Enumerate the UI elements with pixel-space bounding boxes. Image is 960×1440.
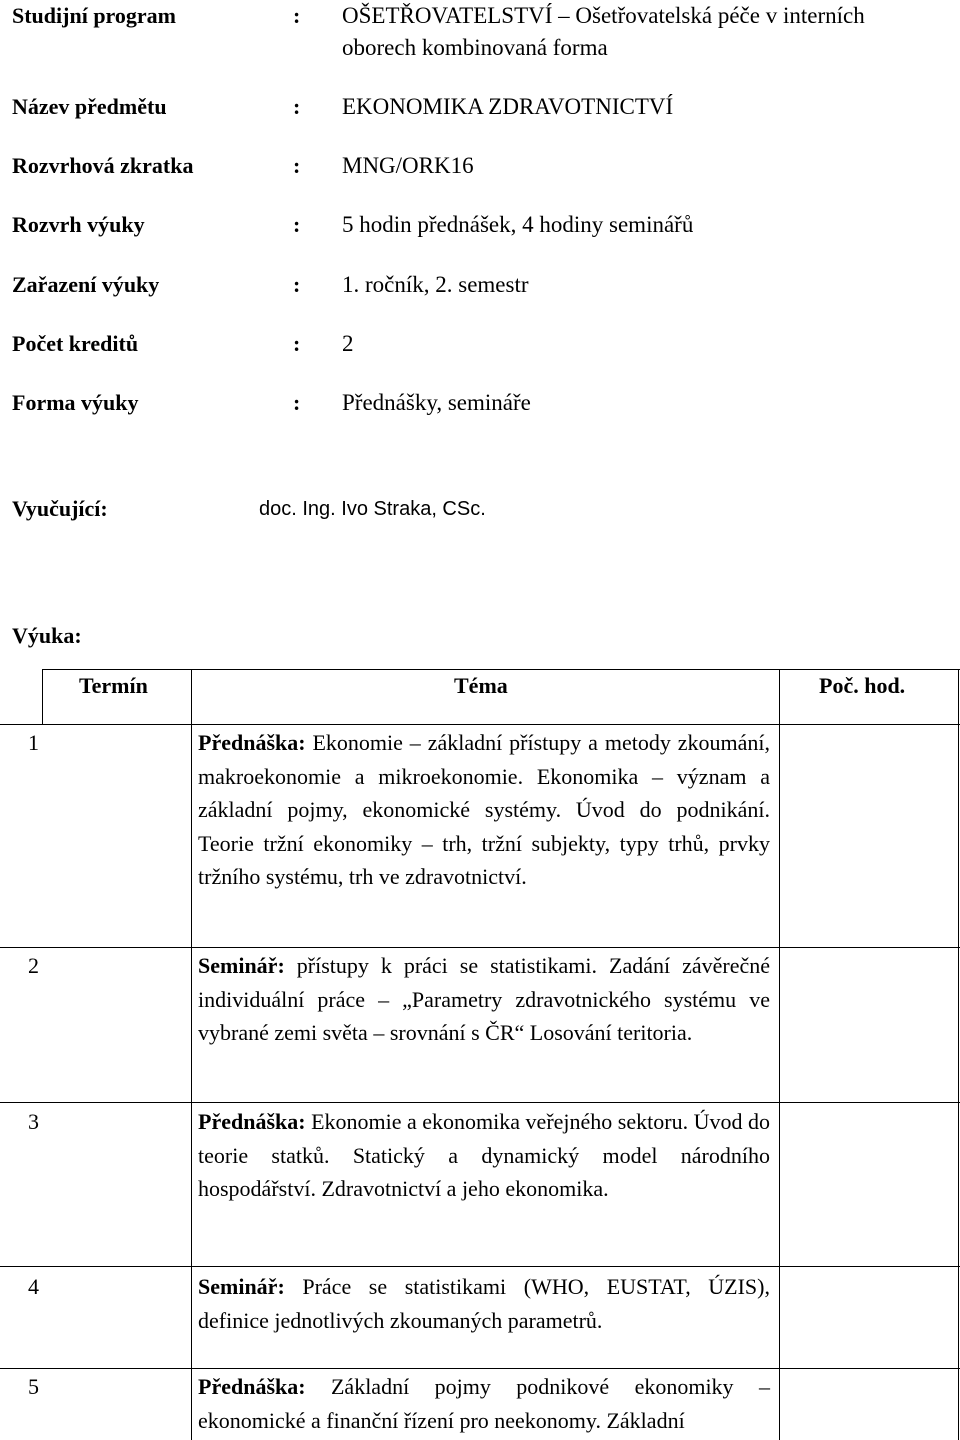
table-column-divider xyxy=(191,669,192,1440)
info-colon: : xyxy=(293,153,301,178)
row-text: Základní pojmy podnikové ekonomiky – ekonomické a finanční řízení pro neekonomy. Základní xyxy=(198,1374,770,1433)
row-text: přístupy k práci se statistikami. Zadání závěrečné individuální práce – „Parametry zdravotnického systému ve vybrané zemi světa – srovnání s ČR“ Losování teritoria. xyxy=(198,953,770,1045)
table-border-right xyxy=(958,669,959,1440)
row-kind: Přednáška: xyxy=(198,1374,306,1399)
table-border-left xyxy=(42,669,43,724)
row-topic xyxy=(198,1370,770,1437)
row-kind: Přednáška: xyxy=(198,730,306,755)
lecturer-name: doc. Ing. Ivo Straka, CSc. xyxy=(259,498,486,520)
row-number: 5 xyxy=(28,1374,39,1399)
header-hours: Poč. hod. xyxy=(819,673,906,698)
row-topic xyxy=(198,1105,770,1206)
teaching-heading: Výuka: xyxy=(12,623,82,648)
info-value: 5 hodin přednášek, 4 hodiny seminářů xyxy=(342,212,694,237)
info-value: MNG/ORK16 xyxy=(342,153,474,178)
row-number: 1 xyxy=(28,730,39,755)
info-colon: : xyxy=(293,390,301,415)
schedule-table xyxy=(0,669,960,1440)
row-number: 3 xyxy=(28,1109,39,1134)
info-value: 2 xyxy=(342,331,354,356)
info-colon: : xyxy=(293,3,301,28)
table-row-divider xyxy=(0,947,960,948)
info-label: Název předmětu xyxy=(12,94,167,119)
table-row-divider xyxy=(0,724,960,725)
info-value: Přednášky, semináře xyxy=(342,390,531,415)
row-number: 4 xyxy=(28,1274,39,1299)
header-term: Termín xyxy=(79,673,148,698)
info-colon: : xyxy=(293,272,301,297)
info-colon: : xyxy=(293,94,301,119)
info-value: OŠETŘOVATELSTVÍ – Ošetřovatelská péče v interních oborech kombinovaná forma xyxy=(342,3,865,60)
row-text: Práce se statistikami (WHO, EUSTAT, ÚZIS), definice jednotlivých zkoumaných parametrů. xyxy=(198,1274,770,1333)
header-topic: Téma xyxy=(454,673,508,698)
info-label: Zařazení výuky xyxy=(12,272,160,297)
lecturer-label: Vyučující: xyxy=(12,496,108,521)
row-kind: Přednáška: xyxy=(198,1109,306,1134)
table-row-divider xyxy=(0,1266,960,1267)
info-label: Studijní program xyxy=(12,3,177,28)
row-topic xyxy=(198,949,770,1050)
info-colon: : xyxy=(293,331,301,356)
table-row-divider xyxy=(0,1368,960,1369)
info-label: Rozvrh výuky xyxy=(12,212,145,237)
row-topic xyxy=(198,1270,770,1337)
table-column-divider xyxy=(779,669,780,1440)
row-kind: Seminář: xyxy=(198,1274,285,1299)
row-kind: Seminář: xyxy=(198,953,285,978)
row-text: Ekonomie a ekonomika veřejného sektoru. Úvod do teorie statků. Statický a dynamický model národního hospodářství. Zdravotnictví a jeho ekonomika. xyxy=(198,1109,770,1201)
row-text: Ekonomie – základní přístupy a metody zkoumání, makroekonomie a mikroekonomie. Ekonomika – význam a základní pojmy, ekonomické systémy. Úvod do podnikání. Teorie tržní ekonomiky – trh, tržní subjekty, typy trhů, prvky tržního systému, trh ve zdravotnictví. xyxy=(198,730,770,889)
info-colon: : xyxy=(293,212,301,237)
table-row-divider xyxy=(0,1102,960,1103)
row-topic xyxy=(198,726,770,894)
info-value: 1. ročník, 2. semestr xyxy=(342,272,529,297)
info-label: Rozvrhová zkratka xyxy=(12,153,194,178)
info-value: EKONOMIKA ZDRAVOTNICTVÍ xyxy=(342,94,674,119)
row-number: 2 xyxy=(28,953,39,978)
info-label: Forma výuky xyxy=(12,390,139,415)
info-label: Počet kreditů xyxy=(12,331,139,356)
